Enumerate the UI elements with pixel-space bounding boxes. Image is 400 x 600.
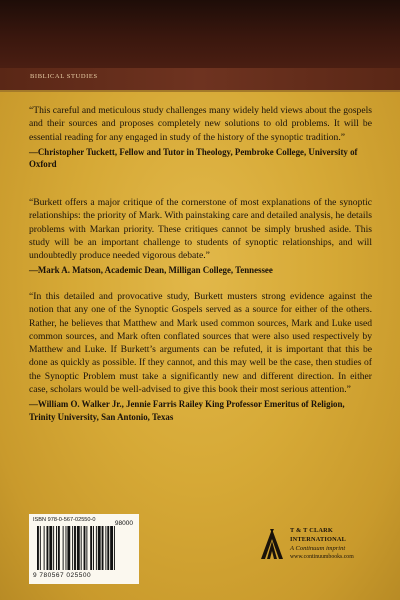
isbn-barcode bbox=[29, 514, 139, 584]
series-label: BIBLICAL STUDIES bbox=[30, 73, 98, 80]
blurb-quote: “In this detailed and provocative study, Burkett musters strong evidence against the notion that any one of the Synoptic Gospels served as a source for either of the others. Rather, he believes that Matthew and Mark used common sources, Mark and Luke used common sources, and Mark often conflated sources that were also used respectively by Matthew and Luke. If Burkett’s arguments can be refuted, it is important that this be done as quickly as possible. If they cannot, and this may well be the case, then studies of the Synoptic Problem must take a significantly new and different direction. In either case, scholars would be well-advised to give this book their most serious attention.” bbox=[29, 291, 372, 396]
barcode-bar bbox=[72, 526, 73, 570]
barcode-bar bbox=[74, 526, 76, 570]
isbn-label: ISBN 978-0-567-02550-0 bbox=[33, 517, 96, 523]
barcode-bar bbox=[114, 526, 115, 570]
blurb-attribution: —Christopher Tuckett, Fellow and Tutor in Theology, Pembroke College, University of Oxford bbox=[29, 146, 358, 170]
barcode-bar bbox=[107, 526, 109, 570]
blurb-walker bbox=[29, 290, 372, 424]
blurb-tuckett bbox=[29, 104, 372, 171]
price-code: 98000 bbox=[114, 520, 133, 527]
publisher-block bbox=[258, 525, 388, 565]
blurb-quote: “Burkett offers a major critique of the cornerstone of most explanations of the synoptic relationships: the priority of Mark. With painstaking care and detailed analysis, he details problems with Markan priority. These critiques cannot be simply brushed aside. This study will be an important challenge to students of synoptic relationships, and will undoubtedly produce needed vigorous debate.” bbox=[29, 197, 372, 262]
barcode-bars-graphic bbox=[37, 526, 131, 570]
barcode-bar bbox=[66, 526, 67, 570]
publisher-name: T & T CLARK INTERNATIONAL bbox=[290, 527, 347, 543]
barcode-bar bbox=[40, 526, 41, 570]
barcode-bars bbox=[37, 526, 131, 570]
barcode-bar bbox=[110, 526, 113, 570]
publisher-text bbox=[290, 526, 390, 562]
publisher-url: www.continuumbooks.com bbox=[290, 554, 354, 560]
barcode-digits: 9 780567 025500 bbox=[33, 572, 92, 579]
barcode-bar bbox=[44, 526, 45, 570]
barcode-bar bbox=[49, 526, 52, 570]
barcode-bar bbox=[67, 526, 70, 570]
barcode-bar bbox=[37, 526, 39, 570]
barcode-bar bbox=[84, 526, 86, 570]
barcode-bar bbox=[86, 526, 87, 570]
header-band bbox=[0, 0, 400, 68]
tt-clark-tent-logo-icon bbox=[258, 527, 286, 561]
blurb-attribution: —Mark A. Matson, Academic Dean, Milligan College, Tennessee bbox=[29, 265, 273, 276]
header-divider bbox=[0, 90, 400, 92]
barcode-bar bbox=[105, 526, 106, 570]
barcode-bar bbox=[56, 526, 57, 570]
barcode-bar bbox=[90, 526, 92, 570]
barcode-bar bbox=[77, 526, 80, 570]
barcode-bar bbox=[63, 526, 64, 570]
barcode-bar bbox=[93, 526, 94, 570]
barcode-bar bbox=[47, 526, 49, 570]
barcode-bar bbox=[102, 526, 104, 570]
barcode-bar bbox=[58, 526, 60, 570]
barcode-bar bbox=[81, 526, 82, 570]
barcode-bar bbox=[53, 526, 54, 570]
blurb-attribution: —William O. Walker Jr., Jennie Farris Railey King Professor Emeritus of Religion, Trinity University, San Antonio, Texas bbox=[29, 399, 345, 422]
blurb-matson bbox=[29, 196, 372, 277]
publisher-imprint: A Continuum imprint bbox=[290, 545, 346, 552]
blurb-quote: “This careful and meticulous study challenges many widely held views about the gospels and their sources and proposes completely new solutions to old problems. It will be essential reading for any engaged in study of the history of the synoptic tradition.” bbox=[29, 105, 372, 143]
barcode-bar bbox=[96, 526, 97, 570]
barcode-bar bbox=[98, 526, 101, 570]
